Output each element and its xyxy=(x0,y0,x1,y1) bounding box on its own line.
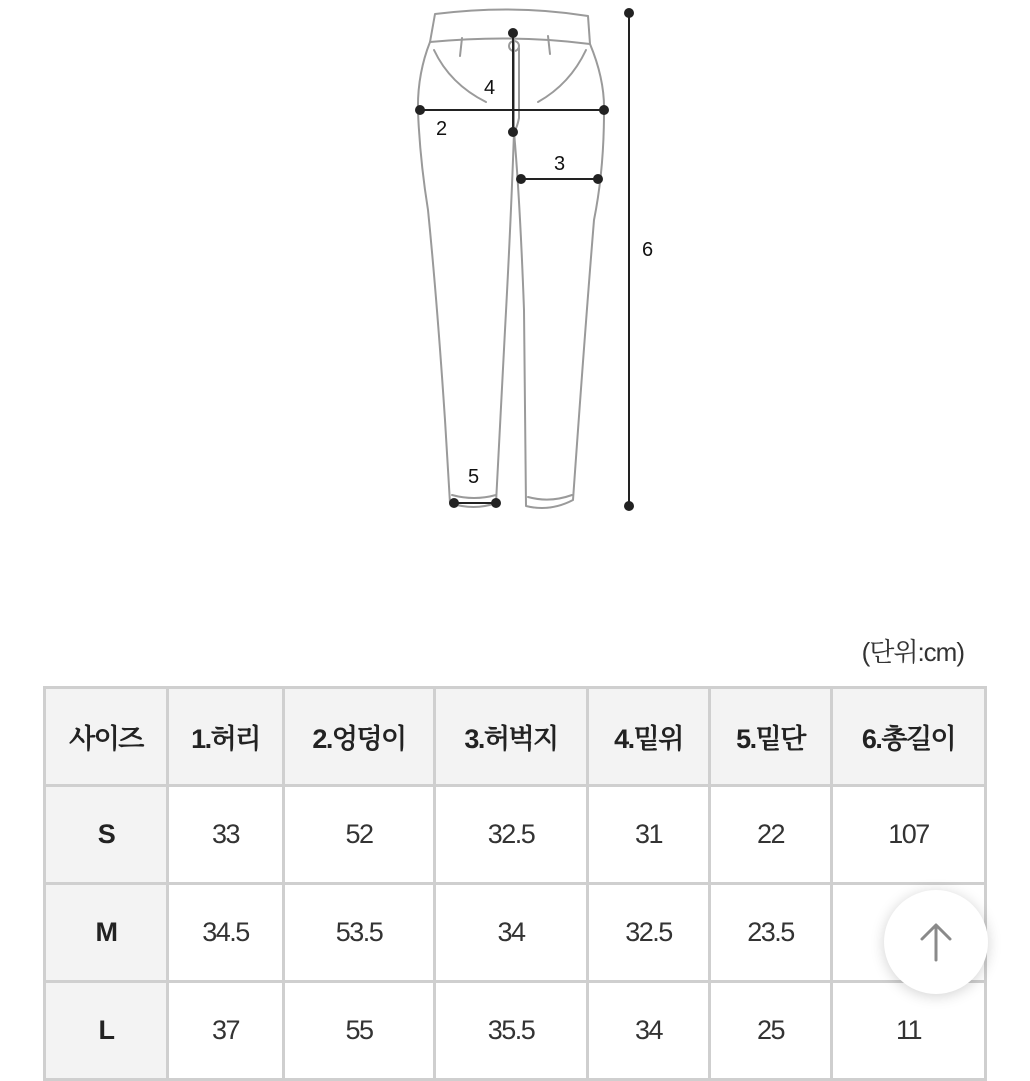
size-table xyxy=(43,686,987,1081)
label-thigh: 3 xyxy=(554,153,566,175)
label-rise: 4 xyxy=(484,77,496,99)
header-hem: 5.밑단 xyxy=(711,689,830,784)
unit-label: (단위:cm) xyxy=(861,637,964,667)
arrow-up-icon xyxy=(916,920,956,964)
value-cell: 34.5 xyxy=(169,885,282,980)
value-cell: 107 xyxy=(833,787,984,882)
value-cell: 32.5 xyxy=(589,885,708,980)
size-cell: L xyxy=(46,983,166,1078)
value-cell: 34 xyxy=(589,983,708,1078)
label-hip: 2 xyxy=(436,118,448,140)
value-cell: 31 xyxy=(589,787,708,882)
value-cell: 34 xyxy=(436,885,586,980)
label-length: 6 xyxy=(642,239,654,261)
table-row xyxy=(46,787,984,882)
header-waist: 1.허리 xyxy=(169,689,282,784)
value-cell: 35.5 xyxy=(436,983,586,1078)
size-cell: M xyxy=(46,885,166,980)
value-cell: 23.5 xyxy=(711,885,830,980)
value-cell: 37 xyxy=(169,983,282,1078)
table-row xyxy=(46,885,984,980)
value-cell: 55 xyxy=(285,983,433,1078)
value-cell: 53.5 xyxy=(285,885,433,980)
value-cell: 25 xyxy=(711,983,830,1078)
header-size: 사이즈 xyxy=(46,689,166,784)
size-cell: S xyxy=(46,787,166,882)
header-thigh: 3.허벅지 xyxy=(436,689,586,784)
header-length: 6.총길이 xyxy=(833,689,984,784)
label-hem: 5 xyxy=(468,466,480,488)
value-cell: 32.5 xyxy=(436,787,586,882)
header-rise: 4.밑위 xyxy=(589,689,708,784)
header-hip: 2.엉덩이 xyxy=(285,689,433,784)
scroll-to-top-button[interactable] xyxy=(884,890,988,994)
value-cell: 22 xyxy=(711,787,830,882)
table-header-row xyxy=(46,689,984,784)
table-row xyxy=(46,983,984,1078)
value-cell: 33 xyxy=(169,787,282,882)
pants-outline xyxy=(418,9,604,508)
value-cell: 11 xyxy=(833,983,984,1078)
value-cell: 52 xyxy=(285,787,433,882)
